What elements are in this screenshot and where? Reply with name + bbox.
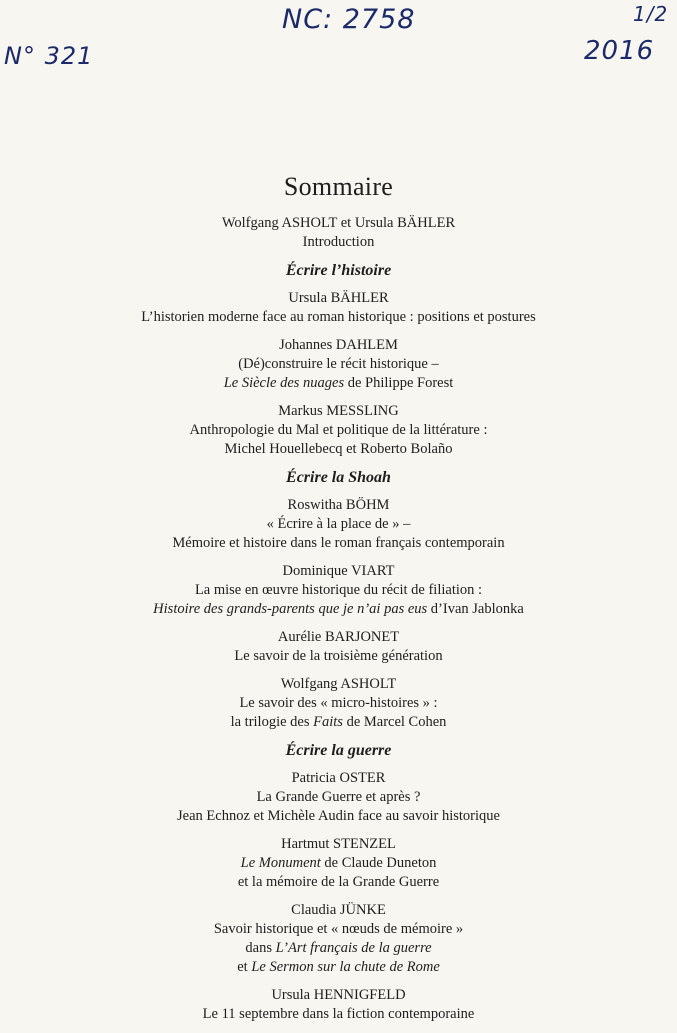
toc-entry — [0, 675, 677, 732]
entry-author: Roswitha BÖHM — [287, 497, 390, 513]
entry-text: d’Ivan Jablonka — [427, 601, 524, 617]
entry-author: Patricia OSTER — [291, 770, 386, 786]
entry-title-line — [0, 854, 677, 873]
toc-entry — [0, 835, 677, 892]
toc-list — [0, 214, 677, 1024]
handwritten-year: 2016 — [584, 36, 655, 66]
entry-text: de Marcel Cohen — [342, 714, 447, 730]
entry-title-line — [0, 788, 677, 807]
work-title-italic: Le Sermon sur la chute de Rome — [251, 959, 440, 975]
entry-text: de Claude Duneton — [320, 855, 437, 871]
entry-text: et — [237, 959, 252, 975]
section-heading: Écrire la Shoah — [286, 469, 391, 486]
work-title-italic: Le Siècle des nuages — [223, 375, 345, 391]
entry-author: Hartmut STENZEL — [281, 836, 396, 852]
entry-text: (Dé)construire le récit historique – — [238, 356, 439, 372]
toc-entry — [0, 901, 677, 977]
section-heading: Écrire l’histoire — [285, 262, 392, 279]
toc-entry — [0, 289, 677, 327]
entry-text: de Philippe Forest — [344, 375, 454, 391]
entry-text: la trilogie des — [230, 714, 314, 730]
entry-text: Le 11 septembre dans la fiction contemporaine — [202, 1006, 475, 1022]
toc-entry — [0, 496, 677, 553]
toc-entry — [0, 986, 677, 1024]
toc-entry — [0, 562, 677, 619]
entry-title-line — [0, 581, 677, 600]
entry-title-line — [0, 920, 677, 939]
work-title-italic: L’Art français de la guerre — [275, 940, 432, 956]
entry-text: La mise en œuvre historique du récit de filiation : — [194, 582, 483, 598]
entry-author: Dominique VIART — [282, 563, 395, 579]
entry-title-line — [0, 939, 677, 958]
entry-author: Ursula BÄHLER — [288, 290, 389, 306]
entry-title-line — [0, 807, 677, 826]
entry-title-line — [0, 1005, 677, 1024]
entry-title-line — [0, 355, 677, 374]
entry-title-line — [0, 440, 677, 459]
handwritten-item-number: N° 321 — [4, 42, 94, 70]
entry-text: Mémoire et histoire dans le roman français contemporain — [172, 535, 505, 551]
entry-title-line — [0, 873, 677, 892]
entry-text: La Grande Guerre et après ? — [256, 789, 421, 805]
entry-title-line — [0, 534, 677, 553]
entry-title-line — [0, 694, 677, 713]
entry-title-line — [0, 600, 677, 619]
work-title-italic: Faits — [313, 714, 343, 730]
entry-title-line — [0, 515, 677, 534]
toc-entry — [0, 769, 677, 826]
entry-author: Ursula HENNIGFELD — [271, 987, 406, 1003]
entry-author: Markus MESSLING — [278, 403, 399, 419]
section-heading: Écrire la guerre — [285, 742, 392, 759]
entry-text: Savoir historique et « nœuds de mémoire » — [213, 921, 464, 937]
entry-text: Anthropologie du Mal et politique de la littérature : — [189, 422, 488, 438]
entry-text: Michel Houellebecq et Roberto Bolaño — [224, 441, 453, 457]
entry-author: Wolfgang ASHOLT et Ursula BÄHLER — [221, 215, 456, 231]
work-title-italic: Le Monument — [240, 855, 321, 871]
entry-title-line — [0, 374, 677, 393]
handwritten-call-number: NC: 2758 — [282, 4, 416, 35]
entry-text: et la mémoire de la Grande Guerre — [237, 874, 440, 890]
entry-text: dans — [245, 940, 276, 956]
entry-author: Wolfgang ASHOLT — [280, 676, 397, 692]
work-title-italic: Histoire des grands-parents que je n’ai pas eus — [153, 601, 428, 617]
entry-title-line — [0, 233, 677, 252]
entry-title-line — [0, 713, 677, 732]
entry-text: Le savoir des « micro-histoires » : — [239, 695, 438, 711]
entry-author: Claudia JÜNKE — [291, 902, 386, 918]
entry-title-line — [0, 308, 677, 327]
entry-author: Johannes DAHLEM — [279, 337, 398, 353]
entry-text: Jean Echnoz et Michèle Audin face au savoir historique — [177, 808, 500, 824]
entry-title-line — [0, 647, 677, 666]
entry-text: Le savoir de la troisième génération — [234, 648, 443, 664]
entry-title-line — [0, 958, 677, 977]
toc-entry — [0, 628, 677, 666]
entry-text: « Écrire à la place de » – — [266, 516, 411, 532]
table-of-contents — [0, 170, 677, 1033]
toc-entry — [0, 402, 677, 459]
entry-text: Introduction — [302, 234, 375, 250]
entry-title-line — [0, 421, 677, 440]
toc-entry — [0, 336, 677, 393]
entry-text: L’historien moderne face au roman historique : positions et postures — [141, 309, 536, 325]
toc-entry — [0, 214, 677, 252]
entry-author: Aurélie BARJONET — [277, 629, 400, 645]
handwritten-volume-fraction: 1/2 — [633, 2, 669, 26]
page-title: Sommaire — [283, 172, 394, 201]
